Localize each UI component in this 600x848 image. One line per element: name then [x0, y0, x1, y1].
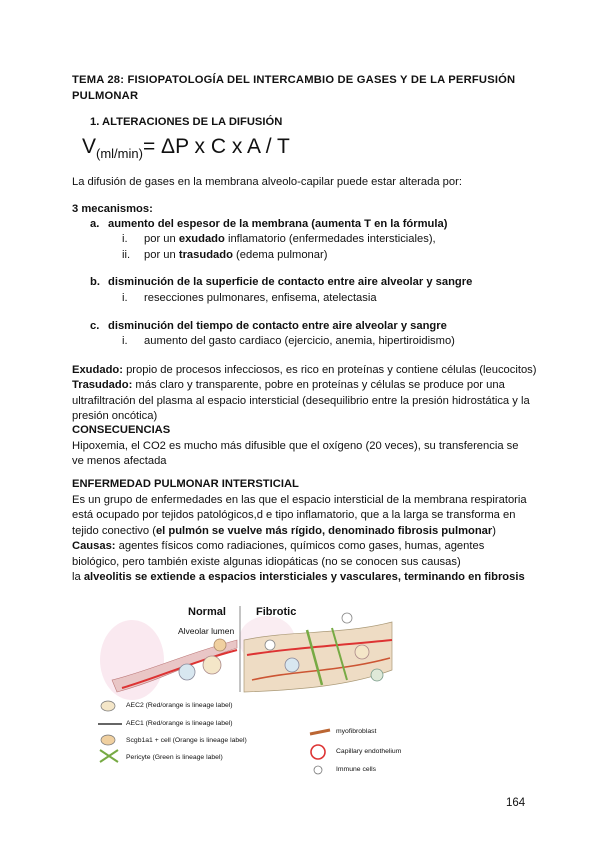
item-number: i.: [122, 233, 128, 245]
item-text: por un: [144, 233, 179, 245]
title-line-1: TEMA 28: FISIOPATOLOGÍA DEL INTERCAMBIO DE GASES Y DE LA PERFUSIÓN: [72, 74, 516, 86]
mechanism-b-item-1: [122, 292, 377, 304]
mechanism-b-text: disminución de la superficie de contacto entre aire alveolar y sangre: [108, 276, 473, 288]
epi-text: [72, 570, 527, 586]
formula-subscript: (ml/min): [96, 146, 143, 162]
causas-text: agentes físicos como radiaciones, químicos como gases, humas, agentes: [115, 540, 485, 552]
epi-block: [72, 477, 527, 586]
mechanism-c-text: disminución del tiempo de contacto entre aire alveolar y sangre: [108, 320, 447, 332]
page-number: 164: [506, 797, 526, 809]
fibrosis-figure: [92, 600, 512, 778]
causas-text: biológico, pero también existe algunas idiopáticas (no se conocen sus causas): [72, 555, 461, 568]
fibrosis-illustration: [92, 600, 512, 778]
epi-bold: alveolitis se extiende a espacios intersticiales y vasculares, terminando en fibrosis: [83, 571, 525, 583]
trasudado-text: presión oncótica): [72, 410, 158, 422]
epi-text: [72, 524, 527, 540]
consecuencias-text: ve menos afectada: [72, 455, 167, 467]
item-text: inflamatorio (enfermedades intersticiales),: [224, 233, 436, 245]
legend-scgb1a1: Scgb1a1 + cell (Orange is lineage label): [126, 737, 247, 744]
trasudado-label: Trasudado:: [72, 379, 133, 391]
epi-text-part: la: [72, 571, 84, 583]
item-number: i.: [122, 335, 128, 347]
epi-heading: ENFERMEDAD PULMONAR INTERSTICIAL: [72, 478, 299, 490]
mechanism-b: [90, 276, 472, 288]
epi-bold: el pulmón se vuelve más rígido, denominado fibrosis pulmonar: [155, 524, 493, 537]
formula-rest: = ΔP x C x A / T: [142, 135, 290, 158]
mechanism-a-label: a.: [90, 218, 100, 230]
mechanism-a-item-1: [122, 233, 436, 245]
epi-text-part: tejido conectivo (: [72, 524, 156, 537]
item-number: ii.: [122, 249, 131, 261]
figure-fibrotic-label: Fibrotic: [256, 606, 297, 618]
trasudado-text: más claro y transparente, pobre en proteínas y células se produce por una: [132, 379, 505, 391]
mechanisms-heading: 3 mecanismos:: [72, 203, 153, 215]
mechanism-c-label: c.: [90, 320, 100, 332]
legend-capillary: Capillary endothelium: [336, 748, 402, 755]
page-title: [72, 72, 515, 104]
trasudado-definition: [72, 378, 530, 425]
epi-text: está ocupado por tejidos patológicos,d e tipo inflamatorio, que a la larga se transforma en: [72, 509, 516, 521]
mechanism-a-item-2: [122, 249, 327, 261]
section-heading-difusion: 1. ALTERACIONES DE LA DIFUSIÓN: [90, 116, 283, 128]
legend-immune: Immune cells: [336, 766, 377, 773]
mechanism-b-label: b.: [90, 276, 100, 288]
mechanism-a-text: aumento del espesor de la membrana (aumenta T en la fórmula): [108, 218, 448, 230]
consecuencias-block: [72, 423, 518, 470]
item-text: aumento del gasto cardiaco (ejercicio, anemia, hipertiroidismo): [144, 335, 455, 347]
epi-text-part: ): [492, 524, 496, 537]
diffusion-formula: [82, 135, 290, 161]
item-bold: exudado: [178, 233, 225, 245]
legend-pericyte: Pericyte (Green is lineage label): [126, 754, 223, 761]
formula-v: V: [82, 135, 97, 158]
exudado-definition: [72, 363, 537, 379]
item-number: i.: [122, 292, 128, 304]
exudado-label: Exudado:: [72, 364, 123, 376]
item-text: (edema pulmonar): [232, 249, 328, 261]
item-bold: trasudado: [178, 249, 233, 261]
legend-aec2: AEC2 (Red/orange is lineage label): [126, 702, 233, 709]
title-line-2: PULMONAR: [72, 90, 139, 102]
mechanism-c: [90, 320, 447, 332]
epi-text: Es un grupo de enfermedades en las que el espacio intersticial de la membrana respiratoria: [72, 493, 527, 506]
figure-normal-label: Normal: [188, 606, 226, 618]
mechanism-a: [90, 218, 447, 230]
trasudado-text: ultrafiltración del plasma al espacio intersticial (desequilibrio entre la presión hidrostática y la: [72, 394, 530, 407]
causas-line: [72, 539, 527, 555]
exudado-text: propio de procesos infecciosos, es rico en proteínas y contiene células (leucocitos): [122, 364, 537, 376]
causas-label: Causas:: [72, 540, 116, 552]
consecuencias-text: Hipoxemia, el CO2 es mucho más difusible que el oxígeno (20 veces), su transferencia se: [72, 439, 519, 452]
legend-myofibroblast: myofibroblast: [336, 728, 377, 735]
intro-text: La difusión de gases en la membrana alveolo-capilar puede estar alterada por:: [72, 176, 462, 188]
legend-aec1: AEC1 (Red/orange is lineage label): [126, 720, 233, 727]
consecuencias-heading: CONSECUENCIAS: [72, 424, 171, 436]
mechanism-c-item-1: [122, 335, 455, 347]
item-text: resecciones pulmonares, enfisema, atelectasia: [144, 292, 377, 304]
figure-alveolar-lumen: Alveolar lumen: [178, 626, 235, 636]
item-text: por un: [144, 249, 179, 261]
